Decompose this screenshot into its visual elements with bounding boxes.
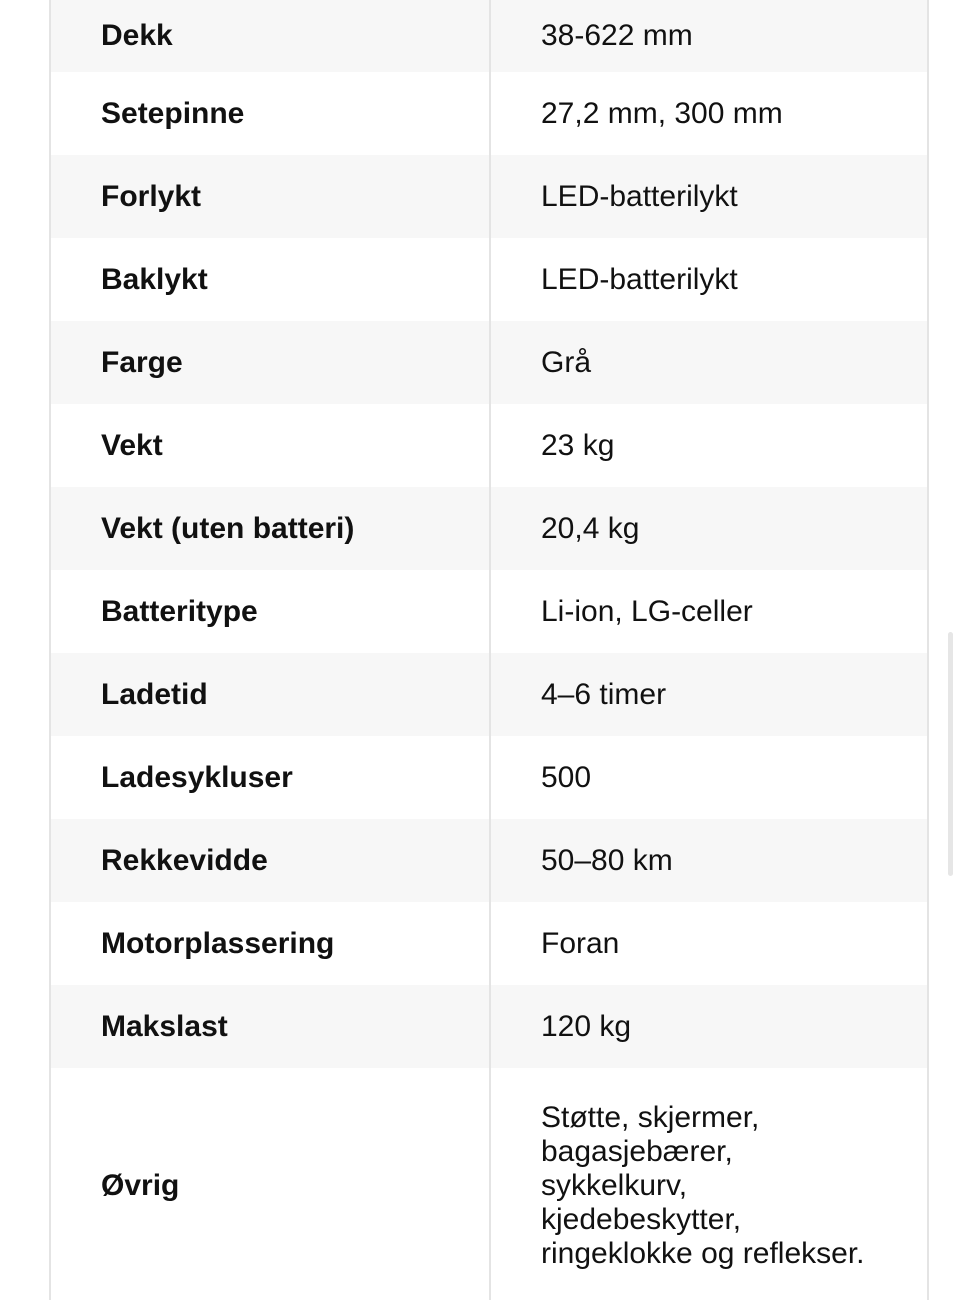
spec-label: Øvrig — [51, 1068, 491, 1300]
table-row — [51, 653, 927, 736]
spec-value: 4–6 timer — [541, 677, 667, 711]
spec-value: 38-622 mm — [541, 19, 693, 52]
scrollbar[interactable] — [948, 632, 953, 876]
table-row — [51, 1068, 927, 1300]
table-row — [51, 819, 927, 902]
spec-label: Farge — [51, 321, 491, 404]
spec-label: Batteritype — [51, 570, 491, 653]
spec-label: Setepinne — [51, 72, 491, 155]
spec-value: Li-ion, LG-celler — [541, 594, 753, 628]
table-row — [51, 570, 927, 653]
spec-label: Dekk — [51, 0, 491, 72]
spec-value: Grå — [541, 345, 592, 379]
table-row — [51, 985, 927, 1068]
spec-label: Motorplassering — [51, 902, 491, 985]
spec-value: 120 kg — [541, 1009, 632, 1043]
spec-value: 23 kg — [541, 428, 615, 462]
table-row — [51, 487, 927, 570]
table-row — [51, 321, 927, 404]
spec-value: LED-batterilykt — [541, 262, 738, 296]
table-row — [51, 902, 927, 985]
table-row — [51, 72, 927, 155]
spec-label: Rekkevidde — [51, 819, 491, 902]
spec-label: Vekt (uten batteri) — [51, 487, 491, 570]
spec-value: 27,2 mm, 300 mm — [541, 96, 783, 130]
spec-value: 20,4 kg — [541, 511, 640, 545]
spec-value: 500 — [541, 760, 592, 794]
spec-table — [49, 0, 929, 1300]
spec-value: Foran — [541, 926, 620, 960]
table-row — [51, 0, 927, 72]
table-row — [51, 736, 927, 819]
spec-value: 50–80 km — [541, 843, 673, 877]
spec-label: Vekt — [51, 404, 491, 487]
table-row — [51, 155, 927, 238]
spec-label: Makslast — [51, 985, 491, 1068]
spec-value: LED-batterilykt — [541, 179, 738, 213]
table-row — [51, 404, 927, 487]
spec-value: Støtte, skjermer, bagasjebærer, sykkelkurv, kjedebeskytter, ringeklokke og reflekser. — [541, 1101, 865, 1270]
spec-label: Ladetid — [51, 653, 491, 736]
spec-label: Forlykt — [51, 155, 491, 238]
spec-label: Ladesykluser — [51, 736, 491, 819]
spec-label: Baklykt — [51, 238, 491, 321]
table-row — [51, 238, 927, 321]
